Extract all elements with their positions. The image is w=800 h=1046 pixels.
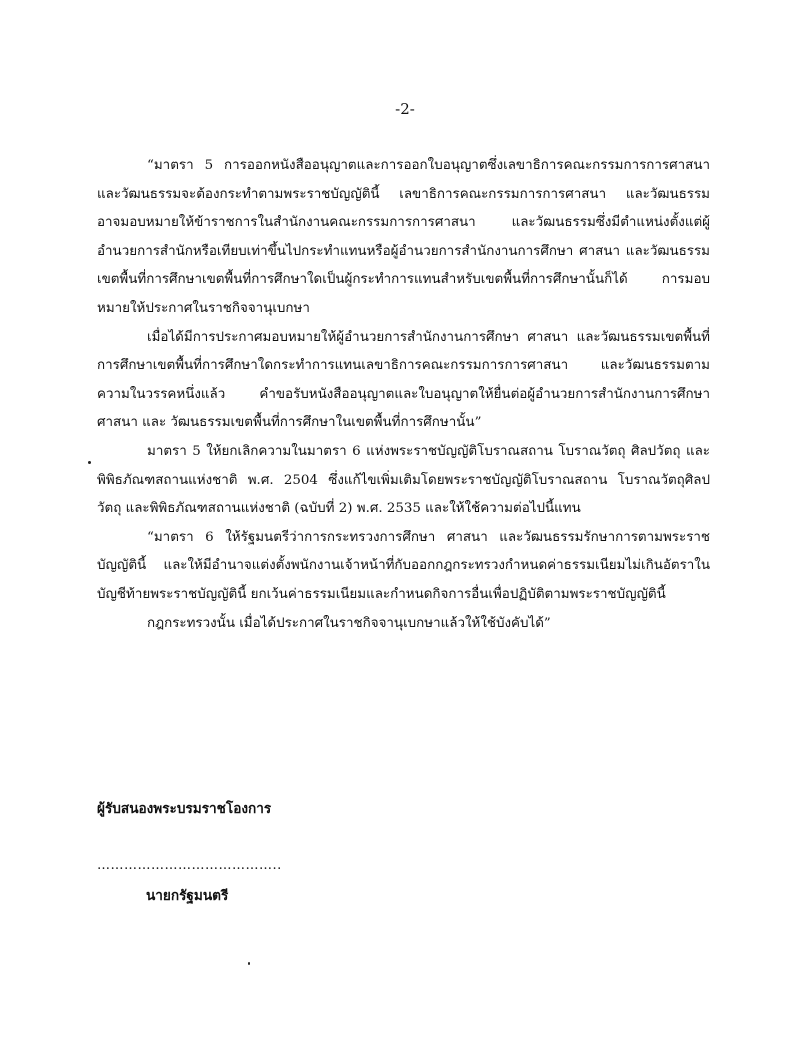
paragraph-section-6-text: “มาตรา 6 ให้รัฐมนตรีว่าการกระทรวงการศึกษา ศาสนา และวัฒนธรรมรักษาการตามพระราชบัญญัตินี้ และให้มีอำนาจแต่งตั้งพนักงานเจ้าหน้าที่กับออกกฎกระทรวงกำหนดค่าธรรมเนียมไม่เกินอัตราในบัญชีท้ายพระราชบัญญัตินี้ ยกเว้นค่าธรรมเนียมและกำหนดกิจการอื่นเพื่อปฏิบัติตามพระราชบัญญัตินี้ (97, 529, 710, 602)
paragraph-ministerial-regulation: กฎกระทรวงนั้น เมื่อได้ประกาศในราชกิจจานุเบกษาแล้วให้ใช้บังคับได้” (147, 615, 551, 631)
signature-line: ………………………………….. (97, 858, 282, 873)
page-number: -2- (395, 100, 415, 118)
scan-speck (88, 461, 91, 464)
scan-speck (248, 962, 250, 965)
countersignature-heading: ผู้รับสนองพระบรมราชโองการ (97, 801, 272, 817)
paragraph-delegation: เมื่อได้มีการประกาศมอบหมายให้ผู้อำนวยการสำนักงานการศึกษา ศาสนา และวัฒนธรรมเขตพื้นที่การศึกษาเขตพื้นที่การศึกษาใดกระทำการแทนเลขาธิการคณะกรรมการการศาสนา และวัฒนธรรมตามความในวรรคหนึ่งแล้ว คำขอรับหนังสืออนุญาตและใบอนุญาตให้ยื่นต่อผู้อำนวยการสำนักงานการศึกษา ศาสนา และ วัฒนธรรมเขตพื้นที่การศึกษาในเขตพื้นที่การศึกษานั้น” (97, 329, 710, 431)
paragraph-section-5-amendment: มาตรา 5 ให้ยกเลิกความในมาตรา 6 แห่งพระราชบัญญัติโบราณสถาน โบราณวัตถุ ศิลปวัตถุ และพิพิธภัณฑสถานแห่งชาติ พ.ศ. 2504 ซึ่งแก้ไขเพิ่มเติมโดยพระราชบัญญัติโบราณสถาน โบราณวัตถุศิลปวัตถุ และพิพิธภัณฑสถานแห่งชาติ (ฉบับที่ 2) พ.ศ. 2535 และให้ใช้ความต่อไปนี้แทน (97, 443, 710, 517)
document-body (97, 152, 710, 638)
paragraph-section-5-text: “มาตรา 5 การออกหนังสืออนุญาตและการออกใบอนุญาตซึ่งเลขาธิการคณะกรรมการการศาสนา และวัฒนธรรมจะต้องกระทำตามพระราชบัญญัตินี้ เลขาธิการคณะกรรมการการศาสนา และวัฒนธรรมอาจมอบหมายให้ข้าราชการในสำนักงานคณะกรรมการการศาสนา และวัฒนธรรมซึ่งมีตำแหน่งตั้งแต่ผู้อำนวยการสำนักหรือเทียบเท่าขึ้นไปกระทำแทนหรือผู้อำนวยการสำนักงานการศึกษา ศาสนา และวัฒนธรรมเขตพื้นที่การศึกษาเขตพื้นที่การศึกษาใดเป็นผู้กระทำการแทนสำหรับเขตพื้นที่การศึกษานั้นก็ได้ การมอบหมายให้ประกาศในราชกิจจานุเบกษา (97, 158, 710, 316)
signatory-title: นายกรัฐมนตรี (146, 888, 229, 904)
